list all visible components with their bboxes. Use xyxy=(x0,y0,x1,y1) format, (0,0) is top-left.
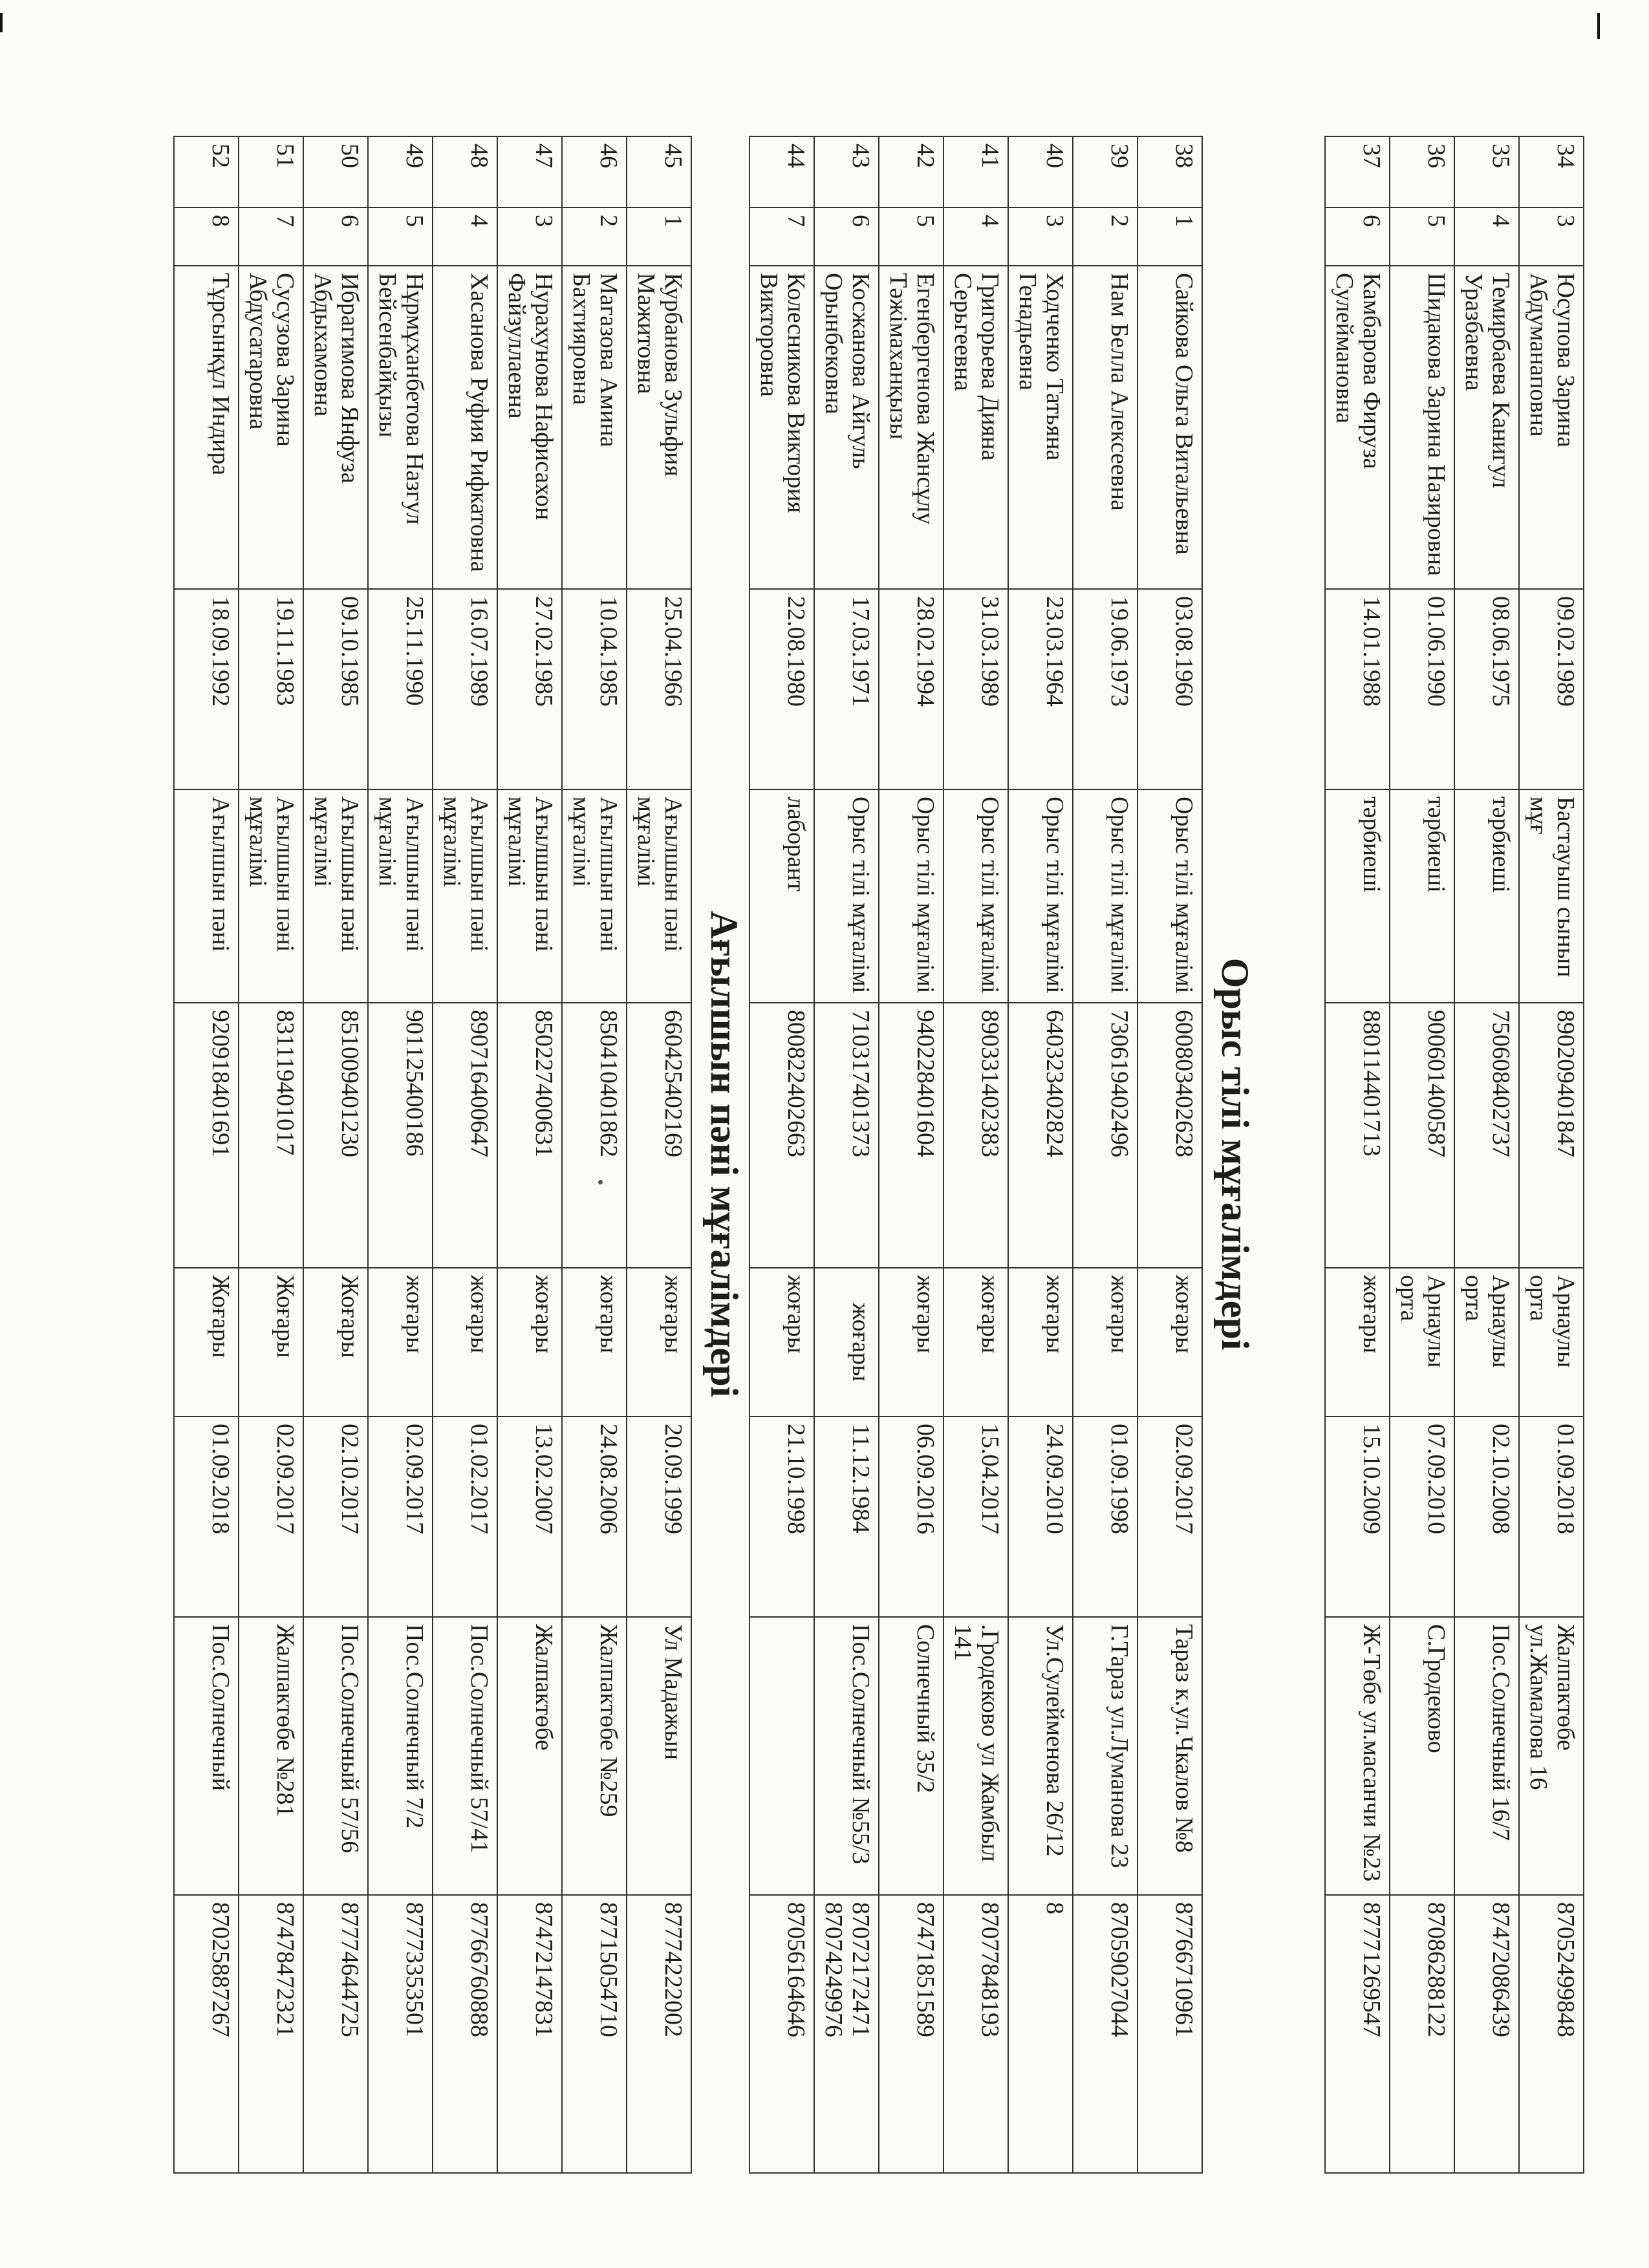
iin-cell: 880114401713 xyxy=(1325,1003,1390,1268)
position-cell: Ағылшын пәні xyxy=(174,789,239,1003)
position-cell: Орыс тілі мұғалімі xyxy=(1073,789,1137,1003)
iin-cell: 600803402628 xyxy=(1137,1003,1202,1268)
position-cell: Ағылшын пәні мұғалімі xyxy=(562,789,627,1003)
group-number-cell: 6 xyxy=(303,208,368,266)
row-index-cell: 39 xyxy=(1073,136,1137,208)
position-cell: Орыс тілі мұғалімі xyxy=(879,789,943,1003)
full-name-cell: Григорьева Дияна Серьгеевна xyxy=(943,266,1008,589)
group-number-cell: 3 xyxy=(497,208,562,266)
phone-cell: 8 xyxy=(1008,1895,1073,2173)
phone-cell: 87059027044 xyxy=(1073,1895,1137,2173)
table-body xyxy=(174,136,691,2173)
row-index-cell: 44 xyxy=(749,136,814,208)
education-cell: Арнаулы орта xyxy=(1390,1268,1454,1417)
address-cell: Солнечный 35/2 xyxy=(879,1617,943,1895)
birth-date-cell: 31.03.1989 xyxy=(943,589,1008,789)
table-row xyxy=(943,136,1008,2173)
full-name-cell: Хасанова Руфия Рифкатовна xyxy=(433,266,497,589)
iin-cell: 890331402383 xyxy=(943,1003,1008,1268)
iin-cell: 851009401230 xyxy=(303,1003,368,1268)
birth-date-cell: 17.03.1971 xyxy=(814,589,879,789)
iin-cell: 710317401373 xyxy=(814,1003,879,1268)
group-number-cell: 1 xyxy=(627,208,691,266)
birth-date-cell: 23.03.1964 xyxy=(1008,589,1073,789)
education-cell: Арнаулы орта xyxy=(1519,1268,1584,1417)
address-cell: Жалпактөбе №259 xyxy=(562,1617,627,1895)
start-date-cell: 24.09.2010 xyxy=(1008,1417,1073,1617)
group-number-cell: 3 xyxy=(1519,208,1584,266)
phone-cell: 87766710961 xyxy=(1137,1895,1202,2173)
row-index-cell: 41 xyxy=(943,136,1008,208)
full-name-cell: Косжанова Айгуль Орынбековна xyxy=(814,266,879,589)
scan-edge-mark-top-right xyxy=(1597,13,1600,39)
group-number-cell: 2 xyxy=(562,208,627,266)
position-cell: Орыс тілі мұғалімі xyxy=(1137,789,1202,1003)
address-cell: Пос.Солнечный 7/2 xyxy=(368,1617,433,1895)
education-cell: жоғары xyxy=(943,1268,1008,1417)
position-cell: тәрбиеші xyxy=(1454,789,1519,1003)
group-number-cell: 4 xyxy=(1454,208,1519,266)
education-cell: жоғары xyxy=(368,1268,433,1417)
iin-cell: 800822402663 xyxy=(749,1003,814,1268)
position-cell: Орыс тілі мұғалімі xyxy=(1008,789,1073,1003)
table-row xyxy=(1454,136,1519,2173)
full-name-cell: Егенбергенова Жансұлу Тәжімаханқызы xyxy=(879,266,943,589)
position-cell: Ағылшын пәні мұғалімі xyxy=(239,789,303,1003)
table-row xyxy=(749,136,814,2173)
row-index-cell: 37 xyxy=(1325,136,1390,208)
phone-cell: 87472086439 xyxy=(1454,1895,1519,2173)
phone-cell: 87478472321 xyxy=(239,1895,303,2173)
full-name-cell: Темирбаева Канигул Уразбаевна xyxy=(1454,266,1519,589)
start-date-cell: 11.12.1984 xyxy=(814,1417,879,1617)
row-index-cell: 36 xyxy=(1390,136,1454,208)
table-body xyxy=(1325,136,1584,2173)
education-cell: жоғары xyxy=(433,1268,497,1417)
address-cell: Ж-Төбе ул.масанчи №23 xyxy=(1325,1617,1390,1895)
education-cell: жоғары xyxy=(1325,1268,1390,1417)
group-number-cell: 7 xyxy=(749,208,814,266)
birth-date-cell: 01.06.1990 xyxy=(1390,589,1454,789)
phone-cell: 87715054710 xyxy=(562,1895,627,2173)
start-date-cell: 21.10.1998 xyxy=(749,1417,814,1617)
full-name-cell: Ибрагимова Янфуза Абдыхамовна xyxy=(303,266,368,589)
table-row xyxy=(497,136,562,2173)
table-row xyxy=(368,136,433,2173)
position-cell: Орыс тілі мұғалімі xyxy=(814,789,879,1003)
birth-date-cell: 09.02.1989 xyxy=(1519,589,1584,789)
table-row xyxy=(433,136,497,2173)
table-row xyxy=(1008,136,1073,2173)
table-row xyxy=(1390,136,1454,2173)
group-number-cell: 1 xyxy=(1137,208,1202,266)
group-number-cell: 5 xyxy=(368,208,433,266)
position-cell: Ағылшын пәні мұғалімі xyxy=(303,789,368,1003)
iin-cell: 900601400587 xyxy=(1390,1003,1454,1268)
iin-cell: 850227400631 xyxy=(497,1003,562,1268)
full-name-cell: Нұрмұханбетова Назгул Бейсенбайқызы xyxy=(368,266,433,589)
address-cell: Жалпактөбе ул.Жамалова 16 xyxy=(1519,1617,1584,1895)
iin-cell: 920918401691 xyxy=(174,1003,239,1268)
group-number-cell: 6 xyxy=(1325,208,1390,266)
education-cell: жоғары xyxy=(879,1268,943,1417)
phone-cell: 87077848193 xyxy=(943,1895,1008,2173)
phone-cell: 87025887267 xyxy=(174,1895,239,2173)
address-cell: Тараз к.ул.Чкалов №8 xyxy=(1137,1617,1202,1895)
start-date-cell: 06.09.2016 xyxy=(879,1417,943,1617)
full-name-cell: Юсупова Зарина Абдуманаповна xyxy=(1519,266,1584,589)
birth-date-cell: 18.09.1992 xyxy=(174,589,239,789)
education-cell: жоғары xyxy=(814,1268,879,1417)
full-name-cell: Нурахунова Нафисахон Файзуллаевна xyxy=(497,266,562,589)
row-index-cell: 49 xyxy=(368,136,433,208)
row-index-cell: 45 xyxy=(627,136,691,208)
birth-date-cell: 19.11.1983 xyxy=(239,589,303,789)
position-cell: Ағылшын пәні мұғалімі xyxy=(368,789,433,1003)
birth-date-cell: 22.08.1980 xyxy=(749,589,814,789)
row-index-cell: 51 xyxy=(239,136,303,208)
group-number-cell: 4 xyxy=(433,208,497,266)
phone-cell: 87771269547 xyxy=(1325,1895,1390,2173)
start-date-cell: 02.10.2008 xyxy=(1454,1417,1519,1617)
birth-date-cell: 03.08.1960 xyxy=(1137,589,1202,789)
start-date-cell: 07.09.2010 xyxy=(1390,1417,1454,1617)
phone-cell: 87072172471 87074249976 xyxy=(814,1895,879,2173)
table-row xyxy=(562,136,627,2173)
iin-cell: 890209401847 xyxy=(1519,1003,1584,1268)
row-index-cell: 46 xyxy=(562,136,627,208)
education-cell: жоғары xyxy=(1008,1268,1073,1417)
full-name-cell: Магазова Амина Бахтияровна xyxy=(562,266,627,589)
row-index-cell: 42 xyxy=(879,136,943,208)
start-date-cell: 02.09.2017 xyxy=(368,1417,433,1617)
birth-date-cell: 25.11.1990 xyxy=(368,589,433,789)
start-date-cell: 01.09.2018 xyxy=(174,1417,239,1617)
start-date-cell: 02.10.2017 xyxy=(303,1417,368,1617)
group-number-cell: 7 xyxy=(239,208,303,266)
start-date-cell: 13.02.2007 xyxy=(497,1417,562,1617)
table-row xyxy=(1137,136,1202,2173)
start-date-cell: 02.09.2017 xyxy=(1137,1417,1202,1617)
iin-cell: 831119401017 xyxy=(239,1003,303,1268)
position-cell: Ағылшын пәні мұғалімі xyxy=(433,789,497,1003)
address-cell: Ул Мадажын xyxy=(627,1617,691,1895)
full-name-cell: Камбарова Фируза Сулеймановна xyxy=(1325,266,1390,589)
birth-date-cell: 28.02.1994 xyxy=(879,589,943,789)
education-cell: жоғары xyxy=(627,1268,691,1417)
group-number-cell: 2 xyxy=(1073,208,1137,266)
table-row xyxy=(1519,136,1584,2173)
phone-cell: 87471851589 xyxy=(879,1895,943,2173)
row-index-cell: 34 xyxy=(1519,136,1584,208)
row-index-cell: 43 xyxy=(814,136,879,208)
position-cell: Ағылшын пәні мұғалімі xyxy=(497,789,562,1003)
start-date-cell: 01.09.2018 xyxy=(1519,1417,1584,1617)
scan-edge-mark-top-left xyxy=(0,13,3,32)
phone-cell: 87056164646 xyxy=(749,1895,814,2173)
table-block-russian-teachers xyxy=(749,136,1203,2172)
position-cell: Орыс тілі мұғалімі xyxy=(943,789,1008,1003)
education-cell: жоғары xyxy=(497,1268,562,1417)
full-name-cell: Ходченко Татьяна Генадьевна xyxy=(1008,266,1073,589)
group-number-cell: 4 xyxy=(943,208,1008,266)
position-cell: лаборант xyxy=(749,789,814,1003)
iin-cell: 850410401862 xyxy=(562,1003,627,1268)
birth-date-cell: 27.02.1985 xyxy=(497,589,562,789)
table-row xyxy=(239,136,303,2173)
start-date-cell: 20.09.1999 xyxy=(627,1417,691,1617)
phone-cell: 87773353501 xyxy=(368,1895,433,2173)
birth-date-cell: 25.04.1966 xyxy=(627,589,691,789)
position-cell: тәрбиеші xyxy=(1325,789,1390,1003)
iin-cell: 890716400647 xyxy=(433,1003,497,1268)
address-cell: С.Гродеково xyxy=(1390,1617,1454,1895)
row-index-cell: 38 xyxy=(1137,136,1202,208)
phone-cell: 87472147831 xyxy=(497,1895,562,2173)
position-cell: Ағылшын пәні мұғалімі xyxy=(627,789,691,1003)
address-cell: Пос.Солнечный 57/56 xyxy=(303,1617,368,1895)
address-cell: Жалпактөбе xyxy=(497,1617,562,1895)
position-cell: тәрбиеші xyxy=(1390,789,1454,1003)
row-index-cell: 40 xyxy=(1008,136,1073,208)
staff-table xyxy=(749,136,1203,2174)
group-number-cell: 5 xyxy=(1390,208,1454,266)
row-index-cell: 35 xyxy=(1454,136,1519,208)
table-row xyxy=(814,136,879,2173)
birth-date-cell: 09.10.1985 xyxy=(303,589,368,789)
section-title-russian-teachers: Орыс тілі мұғалімдері xyxy=(1214,957,1256,1351)
row-index-cell: 48 xyxy=(433,136,497,208)
phone-cell: 87774644725 xyxy=(303,1895,368,2173)
start-date-cell: 24.08.2006 xyxy=(562,1417,627,1617)
table-block-english-teachers xyxy=(173,136,692,2172)
phone-cell: 87774222002 xyxy=(627,1895,691,2173)
birth-date-cell: 14.01.1988 xyxy=(1325,589,1390,789)
address-cell: .Гродеково ул Жамбыл 141 xyxy=(943,1617,1008,1895)
start-date-cell: 01.09.1998 xyxy=(1073,1417,1137,1617)
iin-cell: 640323402824 xyxy=(1008,1003,1073,1268)
education-cell: Жоғары xyxy=(174,1268,239,1417)
address-cell: Жалпактөбе №281 xyxy=(239,1617,303,1895)
table-row xyxy=(303,136,368,2173)
address-cell: Пос.Солнечный 57/41 xyxy=(433,1617,497,1895)
iin-cell: 940228401604 xyxy=(879,1003,943,1268)
address-cell xyxy=(749,1617,814,1895)
table-row xyxy=(174,136,239,2173)
group-number-cell: 3 xyxy=(1008,208,1073,266)
birth-date-cell: 08.06.1975 xyxy=(1454,589,1519,789)
group-number-cell: 6 xyxy=(814,208,879,266)
full-name-cell: Нам Белла Алексеевна xyxy=(1073,266,1137,589)
iin-cell: 730619402496 xyxy=(1073,1003,1137,1268)
table-body xyxy=(749,136,1202,2173)
row-index-cell: 47 xyxy=(497,136,562,208)
birth-date-cell: 16.07.1989 xyxy=(433,589,497,789)
address-cell: Пос.Солнечный xyxy=(174,1617,239,1895)
phone-cell: 87052499848 xyxy=(1519,1895,1584,2173)
address-cell: Ул.Сулейменова 26/12 xyxy=(1008,1617,1073,1895)
iin-cell: 750608402737 xyxy=(1454,1003,1519,1268)
table-row xyxy=(879,136,943,2173)
start-date-cell: 01.02.2017 xyxy=(433,1417,497,1617)
education-cell: Жоғары xyxy=(239,1268,303,1417)
staff-table xyxy=(173,136,692,2174)
education-cell: Арнаулы орта xyxy=(1454,1268,1519,1417)
start-date-cell: 15.10.2009 xyxy=(1325,1417,1390,1617)
position-cell: Бастауыш сынып мұғ xyxy=(1519,789,1584,1003)
full-name-cell: Колесникова Виктория Викторовна xyxy=(749,266,814,589)
start-date-cell: 02.09.2017 xyxy=(239,1417,303,1617)
address-cell: Г.Тараз ул.Луманова 23 xyxy=(1073,1617,1137,1895)
education-cell: жоғары xyxy=(1073,1268,1137,1417)
phone-cell: 87766760888 xyxy=(433,1895,497,2173)
birth-date-cell: 19.06.1973 xyxy=(1073,589,1137,789)
full-name-cell: Сайкова Ольга Витальевна xyxy=(1137,266,1202,589)
education-cell: жоғары xyxy=(749,1268,814,1417)
education-cell: жоғары xyxy=(1137,1268,1202,1417)
education-cell: Жоғары xyxy=(303,1268,368,1417)
iin-cell: 660425402169 xyxy=(627,1003,691,1268)
section-title-english-teachers: Ағылшын пәні мұғалімдері xyxy=(703,910,746,1398)
phone-cell: 87086288122 xyxy=(1390,1895,1454,2173)
group-number-cell: 8 xyxy=(174,208,239,266)
table-row xyxy=(627,136,691,2173)
row-index-cell: 50 xyxy=(303,136,368,208)
full-name-cell: Тұрсынқұл Индира xyxy=(174,266,239,589)
birth-date-cell: 10.04.1985 xyxy=(562,589,627,789)
iin-cell: 901125400186 xyxy=(368,1003,433,1268)
full-name-cell: Сусузова Зарина Абдусатаровна xyxy=(239,266,303,589)
address-cell: Пос.Солнечный 16/7 xyxy=(1454,1617,1519,1895)
group-number-cell: 5 xyxy=(879,208,943,266)
full-name-cell: Шидакова Зарина Назировна xyxy=(1390,266,1454,589)
row-index-cell: 52 xyxy=(174,136,239,208)
rotated-document xyxy=(32,136,1584,2172)
education-cell: жоғары xyxy=(562,1268,627,1417)
table-row xyxy=(1073,136,1137,2173)
table-block-primary-teachers xyxy=(1324,136,1584,2172)
start-date-cell: 15.04.2017 xyxy=(943,1417,1008,1617)
staff-table xyxy=(1324,136,1584,2174)
address-cell: Пос.Солнечный №55/3 xyxy=(814,1617,879,1895)
full-name-cell: Курбанова Зульфия Мажитовна xyxy=(627,266,691,589)
table-row xyxy=(1325,136,1390,2173)
